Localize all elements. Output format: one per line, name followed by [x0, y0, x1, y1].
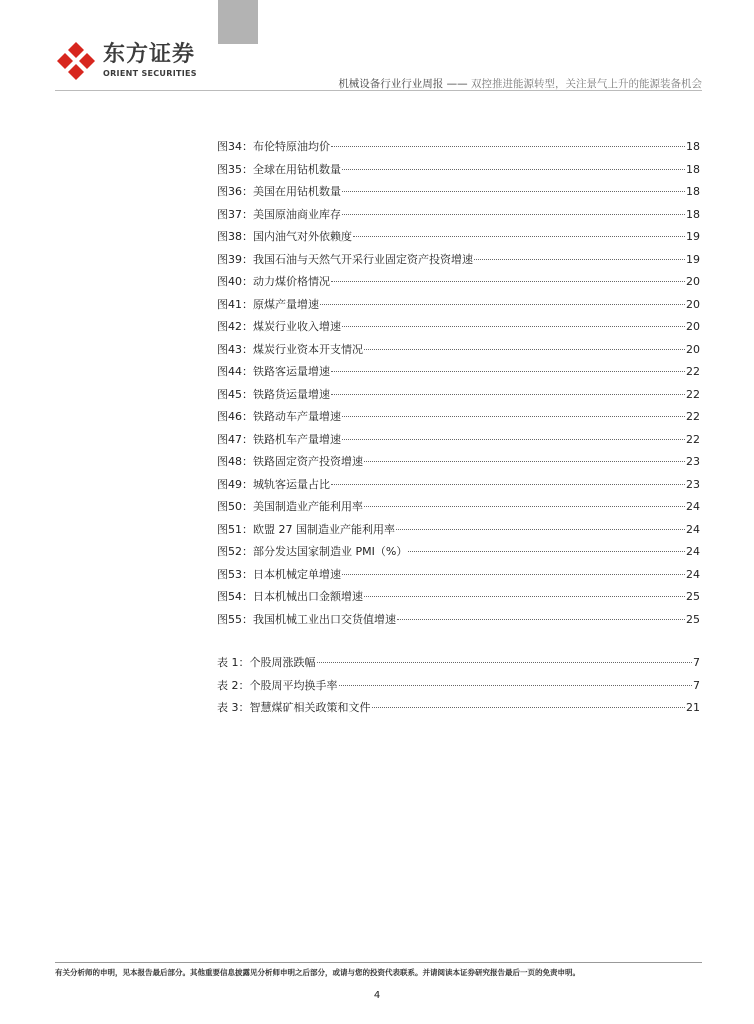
- toc-entry-label: 图41：原煤产量增速: [217, 297, 319, 311]
- figure-toc-entry[interactable]: [217, 138, 700, 161]
- toc-entry-page: 25: [686, 590, 700, 603]
- figure-toc-entry[interactable]: [217, 431, 700, 454]
- toc-entry-page: 24: [686, 522, 700, 536]
- toc-leader-dots: [364, 596, 685, 597]
- toc-leader-dots: [364, 461, 685, 462]
- toc-entry-label: 图48：铁路固定资产投资增速: [217, 455, 363, 468]
- toc-leader-dots: [331, 371, 685, 372]
- toc-entry-page: 19: [686, 252, 700, 266]
- toc-entry-page: 18: [686, 185, 700, 198]
- toc-entry-label: 图47：铁路机车产量增速: [217, 432, 341, 446]
- report-header-title: [338, 76, 702, 91]
- toc-entry-label: 图43：煤炭行业资本开支情况: [217, 342, 363, 356]
- figure-toc-entry[interactable]: [217, 521, 700, 544]
- toc-entry-label: 图39：我国石油与天然气开采行业固定资产投资增速: [217, 252, 473, 266]
- figure-toc-entry[interactable]: [217, 498, 700, 521]
- figure-toc-entry[interactable]: [217, 566, 700, 589]
- logo-chinese-name: 东方证券: [103, 42, 196, 67]
- toc-entry-label: 图45：铁路货运量增速: [217, 387, 330, 401]
- report-title: 机械设备行业行业周报 ——: [338, 78, 471, 90]
- figure-toc-entry[interactable]: [217, 296, 700, 319]
- toc-entry-label: 图54：日本机械出口金额增速: [217, 590, 363, 603]
- figure-toc-entry[interactable]: [217, 273, 700, 296]
- toc-leader-dots: [397, 619, 685, 620]
- toc-entry-label: 图52：部分发达国家制造业 PMI（%）: [217, 545, 408, 558]
- toc-entry-page: 25: [686, 612, 700, 626]
- figure-toc-entry[interactable]: [217, 543, 700, 566]
- toc-entry-label: 图55：我国机械工业出口交货值增速: [217, 612, 396, 626]
- figure-toc-entry[interactable]: [217, 453, 700, 476]
- toc-entry-label: 图38：国内油气对外依赖度: [217, 230, 352, 243]
- toc-entry-page: 23: [686, 477, 700, 491]
- figure-toc-entry[interactable]: [217, 408, 700, 431]
- toc-leader-dots: [342, 439, 685, 440]
- toc-entry-page: 20: [686, 297, 700, 311]
- toc-leader-dots: [331, 394, 685, 395]
- toc-entry-label: 图36：美国在用钻机数量: [217, 185, 341, 198]
- toc-entry-page: 20: [686, 342, 700, 356]
- toc-leader-dots: [372, 707, 686, 708]
- page-number: 4: [373, 990, 381, 1001]
- toc-leader-dots: [331, 281, 685, 282]
- toc-entry-page: 24: [686, 567, 700, 581]
- figure-toc-entry[interactable]: [217, 206, 700, 229]
- figure-toc-entry[interactable]: [217, 183, 700, 206]
- table-toc-entry[interactable]: [217, 654, 700, 677]
- toc-entry-label: 表 3：智慧煤矿相关政策和文件: [217, 701, 371, 714]
- table-index-list: [217, 654, 700, 722]
- toc-leader-dots: [331, 484, 685, 485]
- figure-toc-entry[interactable]: [217, 161, 700, 184]
- figure-index-list: [217, 138, 700, 633]
- toc-entry-page: 24: [686, 545, 700, 558]
- toc-entry-label: 图35：全球在用钻机数量: [217, 162, 341, 176]
- company-logo: [55, 40, 197, 82]
- figure-toc-entry[interactable]: [217, 611, 700, 634]
- toc-entry-page: 24: [686, 500, 700, 513]
- toc-leader-dots: [396, 529, 685, 530]
- table-toc-entry[interactable]: [217, 699, 700, 722]
- toc-leader-dots: [342, 574, 685, 575]
- toc-entry-page: 18: [686, 140, 700, 153]
- toc-entry-page: 19: [686, 230, 700, 243]
- toc-entry-label: 图53：日本机械定单增速: [217, 567, 341, 581]
- figure-toc-entry[interactable]: [217, 588, 700, 611]
- toc-entry-page: 18: [686, 207, 700, 221]
- header-divider: [55, 90, 702, 91]
- toc-leader-dots: [353, 236, 685, 237]
- figure-toc-entry[interactable]: [217, 318, 700, 341]
- toc-leader-dots: [317, 662, 693, 663]
- toc-entry-label: 图34：布伦特原油均价: [217, 140, 330, 153]
- toc-entry-page: 20: [686, 320, 700, 333]
- figure-toc-entry[interactable]: [217, 341, 700, 364]
- toc-entry-page: 22: [686, 387, 700, 401]
- toc-leader-dots: [331, 146, 685, 147]
- toc-leader-dots: [342, 214, 685, 215]
- toc-entry-label: 图42：煤炭行业收入增速: [217, 320, 341, 333]
- figure-toc-entry[interactable]: [217, 228, 700, 251]
- figure-toc-entry[interactable]: [217, 386, 700, 409]
- toc-leader-dots: [342, 416, 685, 417]
- toc-entry-page: 20: [686, 275, 700, 288]
- toc-entry-label: 图50：美国制造业产能利用率: [217, 500, 363, 513]
- toc-entry-label: 表 1：个股周涨跌幅: [217, 656, 316, 669]
- toc-leader-dots: [408, 551, 685, 552]
- toc-entry-label: 图51：欧盟 27 国制造业产能利用率: [217, 522, 395, 536]
- logo-english-name: ORIENT SECURITIES: [103, 69, 197, 78]
- toc-entry-page: 21: [686, 701, 700, 714]
- toc-entry-label: 图37：美国原油商业库存: [217, 207, 341, 221]
- toc-leader-dots: [342, 169, 685, 170]
- report-subtitle: 双控推进能源转型，关注景气上升的能源装备机会: [471, 78, 702, 90]
- toc-leader-dots: [342, 326, 685, 327]
- toc-entry-page: 22: [686, 432, 700, 446]
- toc-leader-dots: [364, 349, 685, 350]
- toc-entry-page: 18: [686, 162, 700, 176]
- toc-entry-label: 图40：动力煤价格情况: [217, 275, 330, 288]
- toc-leader-dots: [342, 191, 685, 192]
- orient-securities-logo-icon: [55, 40, 97, 82]
- table-toc-entry[interactable]: [217, 677, 700, 700]
- toc-entry-page: 7: [693, 656, 700, 669]
- toc-leader-dots: [320, 304, 685, 305]
- footer-divider: [55, 962, 702, 963]
- toc-entry-label: 图44：铁路客运量增速: [217, 365, 330, 378]
- toc-entry-page: 7: [693, 678, 700, 692]
- figure-toc-entry[interactable]: [217, 476, 700, 499]
- toc-entry-label: 图46：铁路动车产量增速: [217, 410, 341, 423]
- toc-entry-page: 22: [686, 410, 700, 423]
- toc-leader-dots: [339, 685, 693, 686]
- header-accent-bar: [218, 0, 258, 44]
- figure-toc-entry[interactable]: [217, 251, 700, 274]
- figure-toc-entry[interactable]: [217, 363, 700, 386]
- toc-entry-page: 22: [686, 365, 700, 378]
- toc-leader-dots: [474, 259, 685, 260]
- toc-entry-label: 表 2：个股周平均换手率: [217, 678, 338, 692]
- toc-entry-page: 23: [686, 455, 700, 468]
- footer-disclaimer: 有关分析师的申明，见本报告最后部分。其他重要信息披露见分析师申明之后部分，或请与您的投资代表联系。并请阅读本证券研究报告最后一页的免责申明。: [55, 968, 580, 977]
- toc-leader-dots: [364, 506, 685, 507]
- toc-entry-label: 图49：城轨客运量占比: [217, 477, 330, 491]
